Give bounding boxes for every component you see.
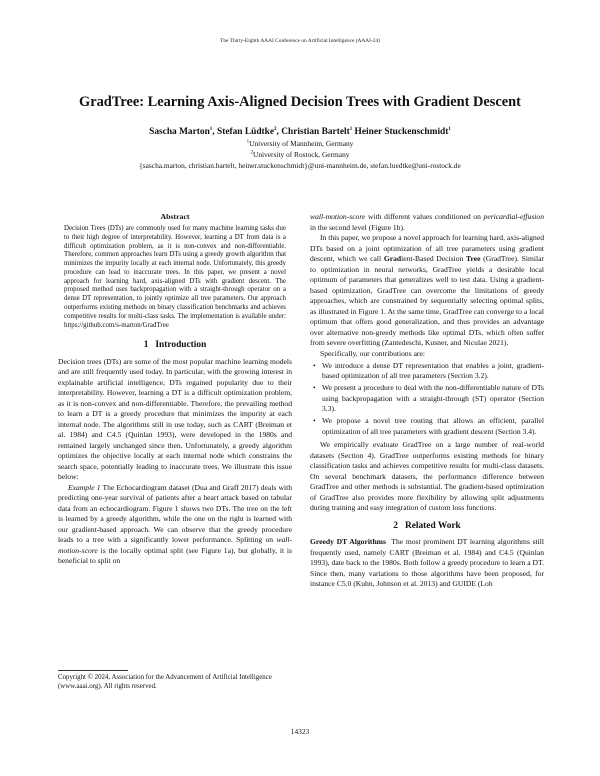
paper-title: GradTree: Learning Axis-Aligned Decision Trees with Gradient Descent — [79, 94, 521, 110]
footnote-divider — [58, 670, 128, 671]
affiliations — [20, 139, 580, 171]
affiliation-line: $^2$University of Rostock, Germany — [250, 149, 350, 159]
author-affil-mark: 1 — [349, 126, 353, 132]
section-heading: 1 Introduction — [143, 340, 207, 350]
intro-paragraph: Decision trees (DTs) are some of the most popular machine learning models and are still frequently used today. In particular, with the growing interest in explainable artificial intelligence, DTs regained popularity due to their interpretability. However, learning a DT is a difficult optimization problem, as it is non-convex and non-differentiable. Therefore, the prevailing method to learn a DT is a greedy procedure that minimizes the impurity at each internal node. The algorithms still in use today, such as CART (Breiman et al. 1984) and C4.5 (Quinlan 1993), were developed in the 1980s and remained largely unchanged since then. Unfortunately, a greedy algorithm optimizes the objective locally at each internal node which constrains the search space, potentially leading to inaccurate trees. We illustrate this issue below: — [58, 356, 292, 481]
author-affil-mark: 1 — [448, 126, 451, 132]
author-name: Sascha Marton — [149, 127, 210, 137]
list-item: • We propose a novel tree routing that allows an efficient, parallel optimization of all tree parameters with gradient descent (Section 3.4). — [313, 416, 544, 436]
contribution-list — [310, 361, 544, 438]
author-name: Christian Bartelt — [281, 127, 350, 137]
example-paragraph: Example 1 The Echocardiogram dataset (Dua and Graff 2017) deals with predicting one-year survival of patients after a heart attack based on tabular data from an echocardiogram. Figure 1 shows two DTs. The tree on the left is learned by a greedy algorithm, while the one on the right is learned with our gradient-based approach. We can observe that the greedy procedure leads to a tree with a significantly lower performance. Splitting on wall-motion-score is the locally optimal split (see Figure 1a), but globally, it is beneficial to split on — [58, 482, 292, 565]
section-heading: 2 Related Work — [393, 520, 461, 531]
author-list: Sascha Marton$^1$, Stefan Lüdtke$^2$, Christian Bartelt$^1$ Heiner Stuckenschmidt$^1$ — [149, 126, 451, 137]
contributions-intro: Specifically, our contributions are: — [320, 348, 425, 358]
example-paragraph-cont: wall-motion-score with different values conditioned on pericardial-effusion in the second level (Figure 1b). — [310, 212, 544, 232]
venue-header: The Thirty-Eighth AAAI Conference on Artificial Intelligence (AAAI-24) — [220, 38, 380, 44]
copyright-footnote: Copyright © 2024, Association for the Advancement of Artificial Intelligence (www.aaai.org). All rights reserved. — [58, 674, 272, 690]
intro-paragraph: In this paper, we propose a novel approach for learning hard, axis-aligned DTs based on a joint optimization of all tree parameters using gradient descent, which we call Gradient-Based Decision Tree (GradTree). Similar to optimization in neural networks, GradTree yields a desirable local optimum of parameters that generalizes well to test data. Using a gradient-based optimization, GradTree can overcome the limitations of greedy approaches, which are constrained by sequentially selecting optimal splits, as illustrated in Figure 1. At the same time, GradTree can converge to a local optimum that offers good generalization, and thus provides an advantage over alternative non-greedy methods like optimal DTs, which often suffer from severe overfitting (Zantedeschi, Kusner, and Niculae 2021). — [310, 233, 545, 347]
related-paragraph: Greedy DT Algorithms The most prominent DT learning algorithms still frequently used, namely CART (Breiman et al. 1984) and C4.5 (Quinlan 1993), date back to the 1980s. Both follow a greedy procedure to learn a DT. Since then, many variations to those algorithms have been proposed, for instance C5.0 (Kuhn, Johnson et al. 2013) and GUIDE (Loh — [310, 537, 544, 588]
author-affil-mark: 2 — [274, 126, 277, 132]
author-affil-mark: 1 — [209, 126, 213, 132]
right-column — [310, 212, 544, 590]
intro-paragraph: We empirically evaluate GradTree on a large number of real-world datasets (Section 4). GradTree outperforms existing methods for binary classification tasks and achieves competitive results for multi-class datasets. On several benchmark datasets, the performance difference between GradTree and other methods is substantial. The gradient-based optimization of GradTree also provides more flexibility by allowing split adjustments during training and easy integration of custom loss functions. — [310, 440, 544, 512]
intro-section — [58, 340, 292, 567]
author-emails: {sascha.marton, christian.bartelt, heiner.stuckenschmidt}@uni-mannheim.de, stefan.luedtke@uni-rostock.de — [139, 160, 461, 170]
bullet-icon: • — [313, 360, 316, 370]
author-name: Heiner Stuckenschmidt — [354, 127, 449, 137]
abstract-heading: Abstract — [160, 212, 190, 221]
list-item: • We present a procedure to deal with the non-differentiable nature of DTs using backpropagation with a straight-through (ST) operator (Section 3.3). — [313, 383, 544, 413]
author-name: Stefan Lüdtke — [216, 127, 275, 137]
list-item: • We introduce a dense DT representation that enables a joint, gradient-based optimization of all tree parameters (Section 3.2). — [313, 360, 544, 380]
bullet-icon: • — [313, 416, 316, 425]
affiliation-line: $^1$University of Mannheim, Germany — [246, 139, 354, 148]
page-number: 14323 — [290, 727, 310, 736]
abstract-text: Decision Trees (DTs) are commonly used for many machine learning tasks due to their high degree of interpretability. However, learning a DT from data is a difficult optimization problem, as it is non-convex and non-differentiable. Therefore, common approaches learn DTs using a greedy growth algorithm that minimizes the impurity locally at each internal node. Unfortunately, this greedy procedure can lead to inaccurate trees. In this paper, we present a novel approach for learning hard, axis-aligned DTs with gradient descent. The proposed method uses backpropagation with a straight-through operator on a dense DT representation, to jointly optimize all tree parameters. Our approach outperforms existing methods on binary classification benchmarks and achieves competitive results for multi-class tasks. The implementation is available under: https://github.com/s-marton/GradTree — [64, 225, 286, 329]
bullet-icon: • — [313, 383, 316, 392]
